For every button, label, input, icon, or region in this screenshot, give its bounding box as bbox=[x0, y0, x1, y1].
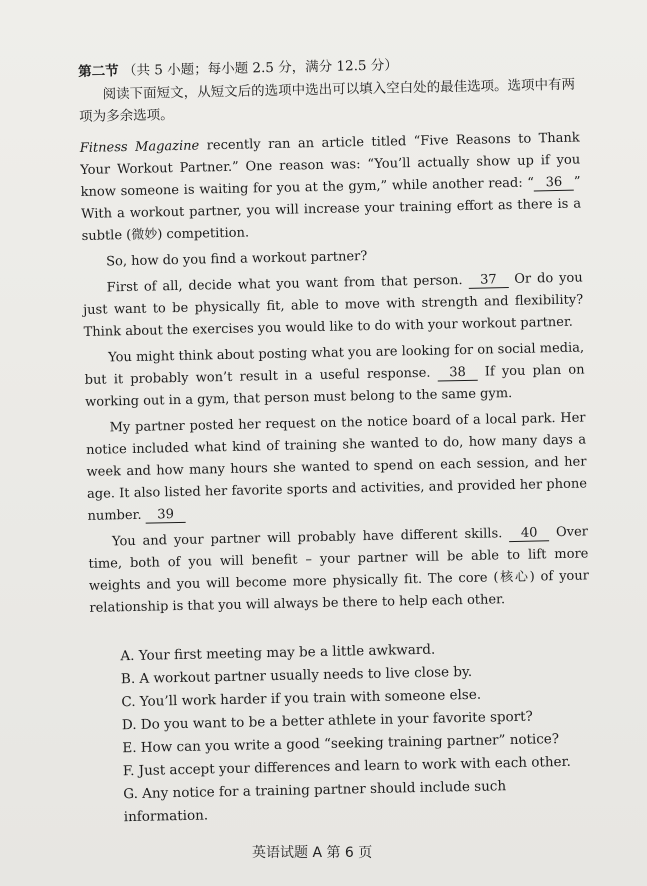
blank-37: 37 bbox=[468, 273, 508, 289]
option-g: G. Any notice for a training partner should include such information. bbox=[123, 778, 507, 826]
section-content bbox=[78, 52, 594, 830]
passage-paragraph-4 bbox=[84, 337, 585, 413]
p5-text-a: My partner posted her request on the notice board of a local park. Her notice included what kind of training she wanted to do, how many days a week and how many hours she wanted to spend on each session, and her age. It also listed her favorite sports and activities, and provided her phone number. bbox=[85, 410, 588, 524]
blank-39: 39 bbox=[146, 508, 186, 524]
section-instruction: 阅读下面短文，从短文后的选项中选出可以填入空白处的最佳选项。选项中有两项为多余选项。 bbox=[78, 76, 576, 125]
blank-38: 38 bbox=[437, 366, 477, 382]
section-label: 第二节 bbox=[78, 63, 119, 80]
passage-paragraph-2: So, how do you find a workout partner? bbox=[106, 248, 368, 270]
p1-text-a: recently ran an article titled “Five Reasons to Thank Your Workout Partner.” One reason was: “You’ll actually show up if you know someone is waiting for you at the gym,” while another read: “ bbox=[80, 130, 581, 200]
passage-paragraph-1 bbox=[80, 128, 582, 248]
option-f: F. Just accept your differences and learn to work with each other. bbox=[122, 753, 571, 780]
page-footer: 英语试题 A 第 6 页 bbox=[252, 845, 373, 861]
p1-text-b: ” With a workout partner, you will increase your training effort as there is a subtle (微妙) competition. bbox=[81, 174, 582, 244]
p3-text-a: First of all, decide what you want from that person. bbox=[106, 272, 469, 296]
p6-text-b: Over time, both of you will benefit – your partner will be able to lift more weights and you will become more physically fit. The core (核心) of your relationship is that you will always be there to help each other. bbox=[88, 524, 590, 616]
option-b: B. A workout partner usually needs to live close by. bbox=[120, 663, 473, 688]
p4-text-b: If you plan on working out in a gym, that person must belong to the same gym. bbox=[84, 362, 585, 410]
blank-36: 36 bbox=[534, 176, 574, 192]
p3-text-b: Or do you just want to be physically fit, able to move with strength and flexibility? Think about the exercises you would like to do with your workout partner. bbox=[83, 270, 584, 340]
option-c: C. You’ll work harder if you train with someone else. bbox=[121, 686, 482, 711]
passage-paragraph-3 bbox=[83, 267, 584, 343]
passage-paragraph-5 bbox=[85, 407, 587, 527]
option-a: A. Your first meeting may be a little awkward. bbox=[120, 641, 436, 665]
passage-paragraph-6 bbox=[88, 521, 590, 619]
answer-options bbox=[90, 635, 594, 829]
section-rule: （共 5 小题；每小题 2.5 分，满分 12.5 分） bbox=[122, 57, 398, 80]
blank-40: 40 bbox=[509, 526, 549, 542]
magazine-name: Fitness Magazine bbox=[79, 138, 200, 156]
p4-text-a: You might think about posting what you are looking for on social media, but it probably won’t result in a useful response. bbox=[84, 340, 585, 388]
option-d: D. Do you want to be a better athlete in your favorite sport? bbox=[121, 708, 533, 734]
p6-text-a: You and your partner will probably have different skills. bbox=[111, 526, 510, 550]
option-e: E. How can you write a good “seeking training partner” notice? bbox=[122, 731, 560, 757]
